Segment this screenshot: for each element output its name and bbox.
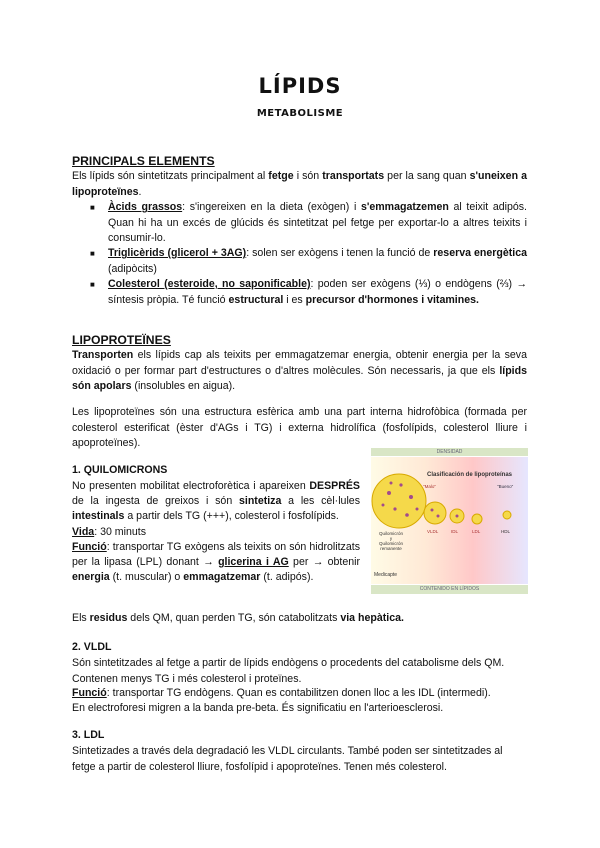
figure-label-hdl: HDL (501, 529, 511, 534)
paragraph-vldl-funcio: Funció: transportar TG endògens. Quan es contabilitzen donen lloc a les IDL (intermedi). (72, 687, 491, 699)
bullet-square-icon: ■ (90, 280, 95, 289)
paragraph-vldl-2: En electroforesi migren a la banda pre-beta. És significatiu en l'arterioesclerosi. (72, 702, 444, 714)
subheading-vldl: 2. VLDL (72, 641, 112, 653)
paragraph-vldl-1: Són sintetitzades al fetge a partir de lípids endògens o procedents del catabolisme dels QM. Contenen menys TG i més colesterol i proteïnes. (72, 657, 505, 685)
section-heading-principals: PRINCIPALS ELEMENTS (72, 154, 215, 168)
bullet-text: Triglicèrids (glicerol + 3AG): solen ser exògens i tenen la funció de reserva energètica (adipòcits) (108, 247, 527, 275)
paragraph-quilomicrons (72, 479, 360, 585)
bullet-acids-grassos (90, 200, 527, 247)
figure-lipid-content-band: CONTENIDO EN LÍPIDOS (371, 585, 528, 594)
figure-label-vldl: VLDL (427, 529, 439, 534)
section-heading-lipoproteines: LIPOPROTEÏNES (72, 333, 171, 347)
figure-label-quilomicron: Quilomicrón y Quilomicrón remanente (378, 531, 403, 551)
lipoprotein-classification-figure (371, 448, 528, 594)
figure-logo: Medicapte (374, 572, 398, 578)
vldl-particle (424, 502, 446, 524)
figure-label-idl: IDL (451, 529, 459, 534)
quilomicron-particle (372, 474, 426, 528)
figure-label-ldl: LDL (472, 529, 481, 534)
paragraph-lipoproteines-1: Transporten els lípids cap als teixits per emmagatzemar energia, obtenir energia per la seva oxidació o per formar part d'estructures o d'altres molècules. Són necessaris, ja que els lípids són apolars (insolubles en aigua). (72, 349, 527, 392)
figure-body (371, 457, 528, 584)
hdl-particle (503, 511, 511, 519)
paragraph-lipoproteines-2: Les lipoproteïnes són una estructura esfèrica amb una part interna hidrofòbica (formada per colesterol esterificat (èster d'AGs i TG) i externa hidrolífica (fosfolípids, colesterol lliure i apoproteïnes). (72, 406, 527, 449)
subheading-ldl: 3. LDL (72, 729, 105, 741)
document-title: LÍPIDS (258, 74, 342, 98)
figure-title: Clasificación de lipoproteínas (427, 472, 513, 478)
paragraph-qm-residus: Els residus dels QM, quan perden TG, són catabolitzats via hepàtica. (72, 612, 404, 624)
qm-funcio: Funció: transportar TG exògens als teixits on són hidrolitzats per la lipasa (LPL) donant → glicerina i AG per → obtenir energia (t. muscular) o emmagatzemar (t. adipós). (72, 540, 360, 584)
paragraph-principals-intro: Els lípids són sintetitzats principalment al fetge i són transportats per la sang quan s'uneixen a lipoproteïnes. (72, 170, 528, 198)
bullet-text: Àcids grassos: s'ingereixen en la dieta (exògen) i s'emmagatzemen al teixit adipós. Quan hi ha un excés de glúcids és sintetitzat pel fetge per exportar-lo a altres teixits i consumir-lo. (108, 201, 527, 244)
figure-density-band: DENSIDAD (371, 448, 528, 456)
bullet-colesterol (90, 277, 527, 308)
figure-label-malo: "Malo" (423, 484, 436, 489)
paragraph-ldl: Sintetizades a través dela degradació les VLDL circulants. També poden ser sintetitzades al fetge a partir de colesterol lliure, fosfolípid i apoproteïnes. Tenen més colesterol. (72, 745, 503, 773)
bullet-text: Colesterol (esteroide, no saponificable): poden ser exògens (⅓) o endògens (⅔) → síntesis pròpia. Té funció estructural i es precursor d'hormones i vitamines. (108, 278, 527, 306)
bullet-triglicerids (90, 246, 527, 277)
document-subtitle: METABOLISME (256, 108, 344, 119)
subheading-quilomicrons: 1. QUILOMICRONS (72, 464, 168, 476)
bullet-square-icon: ■ (90, 203, 95, 212)
bullet-square-icon: ■ (90, 249, 95, 258)
qm-vida: Vida: 30 minuts (72, 525, 147, 538)
qm-description: No presenten mobilitat electroforètica i apareixen DESPRÉS de la ingesta de greixos i són sintetiza a les cèl·lules intestinals a partir dels TG (+++), colesterol i fosfolípids. (72, 480, 360, 523)
ldl-particle (472, 514, 482, 524)
figure-label-bueno: "Bueno" (497, 484, 514, 489)
